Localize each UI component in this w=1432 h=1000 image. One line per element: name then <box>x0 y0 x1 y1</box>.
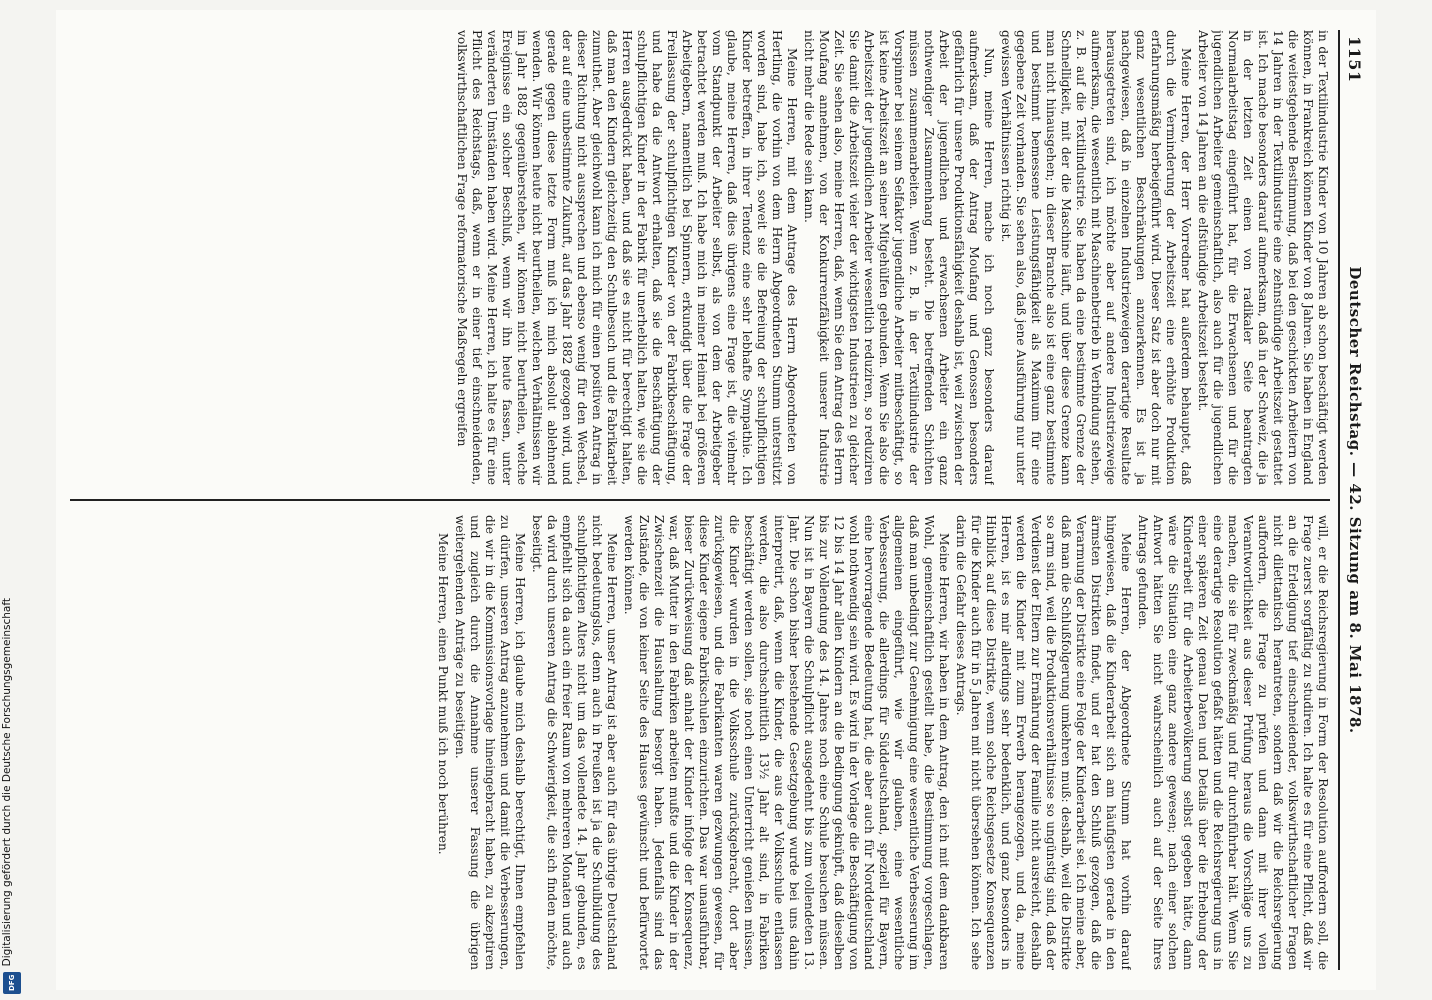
right-column <box>66 515 1330 970</box>
paragraph: Meine Herren, wir haben in dem Antrag, den ich mit dem dankbaren Wohl, gemeinschaftlich gestellt habe, die Bestimmung vorgeschlagen, daß man unbedingt zur Genehmigung eine wesentliche Verbesserung im allgemeinen eingeführt, wie wir glauben, eine wesentliche Verbesserung, die allerdings für Süddeutschland, speziell für Bayern, eine hervorragende Bedeutung hat, die aber auch für Norddeutschland wohl nothwendig sein wird. Es wird in der Vorlage die Beschäftigung von 12 bis 14 Jahr allen Kindern an die Bedingung geknüpft, daß dieselben bis zur Vollendung des 14. Jahres noch eine Schule besuchen müssen. Nun ist in Bayern die Schulpflicht ausgedehnt bis zum vollendeten 13. Jahr. Die schon bisher bestehende Gesetzgebung wurde bei uns dahin interpretirt, daß, wenn die Kinder, die aus der Volksschule entlassen werden, die also durchschnittlich 13½ Jahr alt sind, in Fabriken beschäftigt werden sollen, sie noch einen Unterricht genießen müssen, die Kinder wurden in die Volksschule zurückgebracht, dort aber zurückgewiesen, und die Fabrikanten waren gezwungen gewesen, für diese Kinder eigene Fabrikschulen einzurichten. Das war unausführbar, bieser Zurückweisung daß anhalt der Kinder infolge der Konsequenz, war, daß Mutter in den Fabriken arbeiten mußte und die Kinder in der Zwischenzeit die Haushaltung besorgt haben. Jedenfalls sind das Zustände, die von keiner Seite des Hauses gewünscht und befürwortet werden können. <box>622 515 951 970</box>
paragraph: Meine Herren, der Abgeordnete Stumm hat vorhin darauf hingewiesen, daß die Kinderarbeit sich am häufigsten gerade in den ärmsten Distrikten findet, und er hat den Schluß gezogen, daß die Verarmung der Distrikte eine Folge der Kinderarbeit sei. Ich meine aber, daß man die Schlußfolgerung umkehren muß: deshalb, weil die Distrikte so arm sind, weil die Produktionsverhältnisse so ungünstig sind, daß der Verdienst der Eltern zur Ernährung der Familie nicht ausreicht, deshalb werden die Kinder mit zum Erwerb herangezogen, und da, meine Herren, ist es mir allerdings sehr bedenklich, und ganz besonders in Hinblick auf diese Distrikte, wenn solche Reichsgesetze Konsequenzen für die Kinder auch für in 5 Jahren mit nicht übersehen können. Ich sehe darin die Gefahr dieses Antrags. <box>954 515 1133 970</box>
paragraph: Meine Herren, der Herr Vorredner hat außerdem behauptet, daß durch die Verminderung der Arbeitszeit eine erhöhte Produktion erfahrungsmäßig herbeigeführt wird. Dieser Satz ist aber doch nur mit ganz wesentlichen Beschränkungen anzuerkennen. Es ist ja nachgewiesen, daß in einzelnen Industriezweigen derartige Resultate herausgetreten sind, ich möchte aber auf andere Industriezweige aufmerksam, die wesentlich mit Maschinenbetrieb in Verbindung stehen, z. B. auf die Textilindustrie. Sie haben da eine bestimmte Grenze der Schnelligkeit, mit der die Maschine läuft, und über diese Grenze kann man nicht hinausgehen; in dieser Branche also ist eine ganz bestimmte und bestimmt bemessene Leistungsfähigkeit als Maximum für eine gegebene Zeit vorhanden. Sie sehen also, daß jene Ausführung nur unter gewissen Verhältnissen richtig ist. <box>999 30 1193 485</box>
digitization-footer <box>0 0 26 1000</box>
paragraph: Meine Herren, einen Punkt muß ich noch berühren. <box>436 533 450 855</box>
paragraph: will, er die Reichsregierung in Form der Resolution auffordern soll, die Frage zuerst sorgfältig zu studiren. Ich halte es für eine Pflicht, daß wir an die Erledigung tief einschneidender, volkswirthschaftlicher Fragen nicht dilettantisch herantreten, sondern daß wir die Reichsregierung auffordern, die Frage zu prüfen und dann mit ihrer vollen Verantwortlichkeit aus dieser Prüfung heraus die Vorschläge uns zu machen, die sie für zweckmäßig und für durchführbar hält. Wenn Sie eine derartige Resolution gefaßt hätten und die Reichsregierung uns in einer späteren Zeit genau Daten und Details über die Erhebung der Kinderarbeit für die Arbeiterbevölkerung selbst gegeben hätte, dann wäre die Situation eine ganz andere gewesen; nach einer solchen Antwort hätten Sie nicht wahrscheinlich auch auf der Seite Ihres Antrags gefunden. <box>1136 515 1330 970</box>
running-title: Deutscher Reichstag. — 42. Sitzung am 8. Mai 1878. <box>1346 266 1364 734</box>
paragraph: Meine Herren, mit dem Antrage des Herrn Abgeordneten von Hertling, die vorhin von dem Herrn Abgeordneten Stumm unterstützt worden sind, habe ich, soweit sie die Befreiung der schulpflichtigen Kinder betreffen, in ihrer Tendenz eine sehr lebhafte Sympathie. Ich glaube, meine Herren, daß dies übrigens eine Frage ist, die vielmehr vom Standpunkt der Arbeiter selbst, als von dem der Arbeitgeber betrachtet werden muß. Ich habe mich in meiner Heimat bei größeren Arbeitgebern, namentlich bei Spinnern, erkundigt über die Frage der Freilassung der schulpflichtigen Kinder von der Fabrikbeschäftigung, und habe da die Antwort erhalten, daß sie die Beschäftigung der schulpflichtigen Kinder in der Fabrik für unerheblich halten, wie sie die Herren ausgedrückt haben, und daß sie es nicht für berechtigt halten, daß man den Kindern gleichzeitig den Schulbesuch und die Fabrikarbeit zumuthet. Aber gleichwohl kann ich mich für einen positiven Antrag in dieser Richtung nicht aussprechen und ebenso wenig für den Wechsel, der auf eine unbestimmte Zukunft, auf das Jahr 1882 gezogen wird, und gerade gegen diese letzte Form muß ich mich absolut ablehnend wenden. Wir können heute nicht beurtheilen, welchen Verhältnissen wir im Jahr 1882 gegenüberstehen, wir können nicht beurtheilen, welche Ereignisse ein solcher Beschluß, wenn wir ihn heute fassen, unter veränderten Umständen haben wird. Meine Herren, ich halte es für eine Pflicht des Reichstags, daß, wenn er in einer tief einschneidenden, volkswirthschaftlichen Frage reformatorische Maßregeln ergreifen <box>455 30 799 485</box>
digitization-note: Digitalisierung gefördert durch die Deutsche Forschungsgemeinschaft <box>1 597 13 966</box>
scanned-page <box>56 10 1376 990</box>
page-header <box>1338 30 1366 970</box>
paragraph: Meine Herren, ich glaube mich deshalb berechtigt, Ihnen empfehlen zu dürfen, unseren Antrag anzunehmen und damit die Verbesserungen, die wir in die Kommissionsvorlage hineingebracht haben, zu akzeptiren und zugleich durch die Annahme unserer Fassung die übrigen weitergehenden Anträge zu beseitigen. <box>453 515 527 970</box>
paragraph: in der Textilindustrie Kinder von 10 Jahren ab schon beschäftigt werden können, in Frankreich können Kinder von 8 Jahren. Sie haben in England die weitestgehende Bestimmung, daß bei den geschickten Arbeitern von 14 Jahren in der Textilindustrie eine zehnstündige Arbeitszeit gestattet ist. Ich mache besonders darauf aufmerksam, daß in der Schweiz, die ja in der letzten Zeit einen von radikaler Seite beantragten Normalarbeitstag eingeführt hat, für die Erwachsenen und für die jugendlichen Arbeiter gemeinschaftlich, also auch für die jugendlichen Arbeiter von 14 Jahren an die elfstündige Arbeitszeit besteht. <box>1196 30 1330 485</box>
paragraph: Meine Herren, unser Antrag ist aber auch für das übrige Deutschland nicht bedeutungslos, denn auch in Preußen ist ja die Schulbildung des schulpflichtigen Alters nicht um das vollendete 14. Jahr gebunden, es empfiehlt sich da auch ein freier Raum von mehreren Monaten und auch da wird durch unseren Antrag die Schwierigkeit, die sich finden möchte, beseitigt. <box>530 515 619 970</box>
left-column <box>66 30 1330 485</box>
page-number: 1151 <box>1345 36 1364 83</box>
dfg-logo: DFG <box>3 972 21 994</box>
column-divider <box>70 499 1330 501</box>
paragraph: Nun, meine Herren, mache ich noch ganz besonders darauf aufmerksam, daß der Antrag Moufang und Genossen besonders gefährlich für unsere Produktionsfähigkeit deshalb ist, weil zwischen der Arbeit der jugendlichen und erwachsenen Arbeiter ein ganz nothwendiger Zusammenhang besteht. Die betreffenden Schichten müssen zusammenarbeiten. Wenn z. B. in der Textilindustrie der Vorspinner bei seinem Selfaktor jugendliche Arbeiter mitbeschäftigt, so ist keine Arbeitszeit an seiner Mitgehülfen gebunden. Wenn Sie also die Arbeitszeit der jugendlichen Arbeiter wesentlich reduziren, so reduziren Sie damit die Arbeitszeit vieler der wichtigsten Industrieen zu gleicher Zeit. Sie sehen also, meine Herren, daß, wenn Sie den Antrag des Herrn Moufang annehmen, von der Konkurrenzfähigkeit unserer Industrie nicht mehr die Rede sein kann. <box>802 30 996 485</box>
